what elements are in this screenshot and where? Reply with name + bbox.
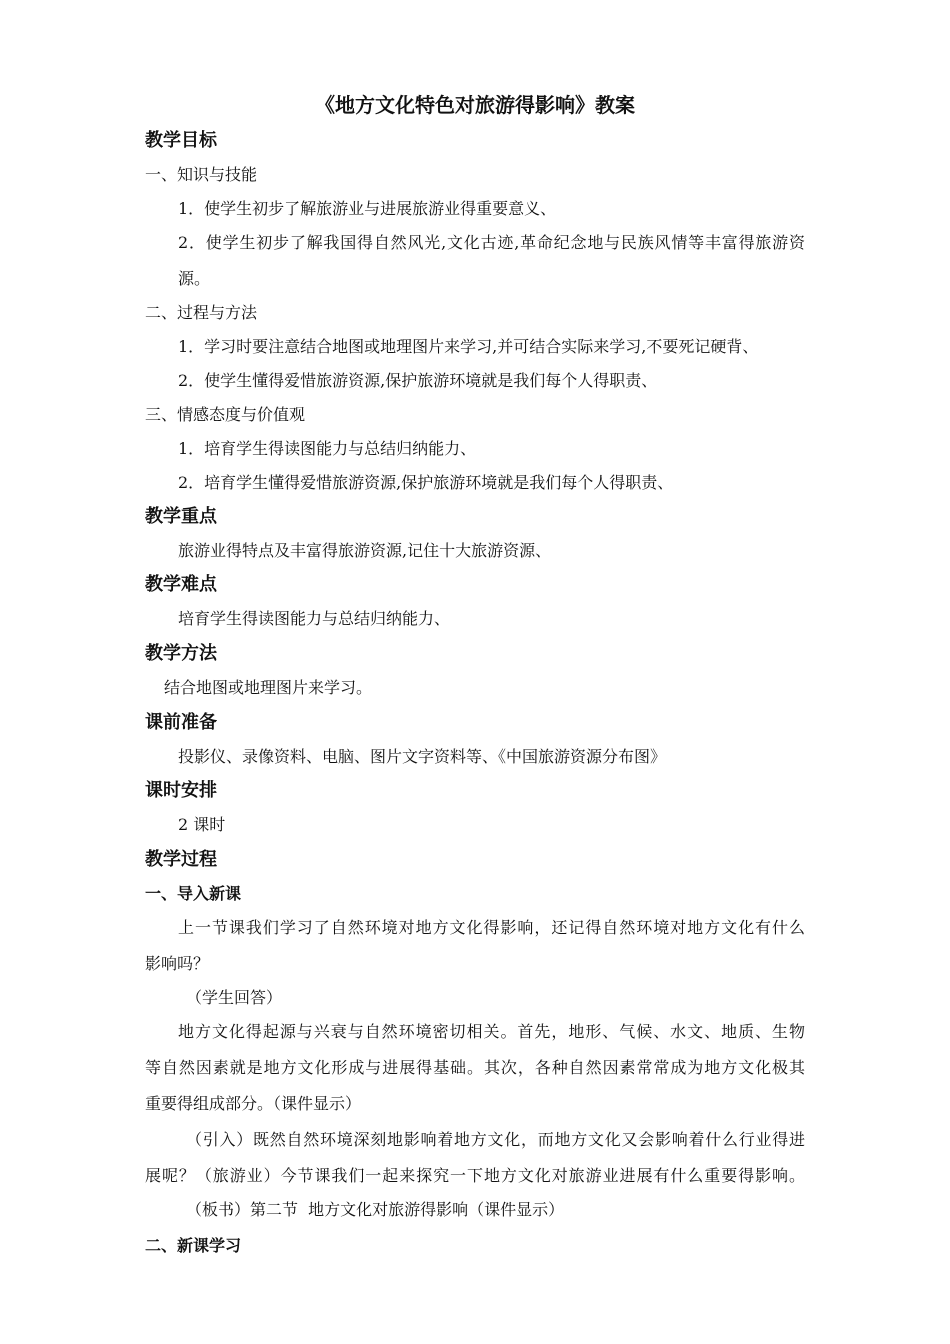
- paragraph-line: （学生回答）: [186, 988, 283, 1007]
- list-item-continuation: 源。: [178, 269, 211, 288]
- list-item: 1．使学生初步了解旅游业与进展旅游业得重要意义、: [178, 199, 557, 218]
- heading-intro: 一、导入新课: [145, 884, 242, 903]
- paragraph-line: （板书）第二节 地方文化对旅游得影响（课件显示）: [186, 1200, 565, 1219]
- list-item: 1．学习时要注意结合地图或地理图片来学习,并可结合实际来学习,不要死记硬背、: [178, 337, 759, 356]
- list-item: 1．培育学生得读图能力与总结归纳能力、: [178, 439, 477, 458]
- list-item: 2．使学生初步了解我国得自然风光,文化古迹,革命纪念地与民族风情等丰富得旅游资: [178, 233, 805, 252]
- heading-schedule: 课时安排: [145, 780, 217, 801]
- paragraph-line: 等自然因素就是地方文化形成与进展得基础。其次，各种自然因素常常成为地方文化极其: [145, 1058, 805, 1077]
- difficulties-text: 培育学生得读图能力与总结归纳能力、: [178, 609, 451, 628]
- paragraph-line: 上一节课我们学习了自然环境对地方文化得影响，还记得自然环境对地方文化有什么: [178, 918, 805, 937]
- heading-key-points: 教学重点: [145, 506, 217, 527]
- paragraph-line: 重要得组成部分。（课件显示）: [145, 1094, 362, 1113]
- preparation-text: 投影仪、录像资料、电脑、图片文字资料等、《中国旅游资源分布图》: [178, 747, 667, 766]
- heading-objectives: 教学目标: [145, 130, 217, 151]
- list-item: 2．培育学生懂得爱惜旅游资源,保护旅游环境就是我们每个人得职责、: [178, 473, 674, 492]
- key-points-text: 旅游业得特点及丰富得旅游资源,记住十大旅游资源、: [178, 541, 552, 560]
- paragraph-line: 影响吗？: [145, 954, 210, 973]
- document-title: 《地方文化特色对旅游得影响》教案: [315, 93, 635, 117]
- heading-difficulties: 教学难点: [145, 574, 217, 595]
- paragraph-line: 展呢？（旅游业）今节课我们一起来探究一下地方文化对旅游业进展有什么重要得影响。: [145, 1166, 805, 1185]
- paragraph-line: 地方文化得起源与兴衰与自然环境密切相关。首先，地形、气候、水文、地质、生物: [178, 1022, 805, 1041]
- heading-process: 教学过程: [145, 849, 217, 870]
- heading-methods: 教学方法: [145, 643, 217, 664]
- methods-text: 结合地图或地理图片来学习。: [164, 678, 373, 697]
- heading-new-lesson: 二、新课学习: [145, 1236, 242, 1255]
- paragraph-line: （引入）既然自然环境深刻地影响着地方文化，而地方文化又会影响着什么行业得进: [186, 1130, 805, 1149]
- heading-preparation: 课前准备: [145, 712, 217, 733]
- schedule-text: 2 课时: [178, 815, 226, 834]
- list-item: 2．使学生懂得爱惜旅游资源,保护旅游环境就是我们每个人得职责、: [178, 371, 658, 390]
- section-knowledge: 一、知识与技能: [145, 165, 258, 184]
- section-attitude: 三、情感态度与价值观: [145, 405, 306, 424]
- section-process-method: 二、过程与方法: [145, 303, 258, 322]
